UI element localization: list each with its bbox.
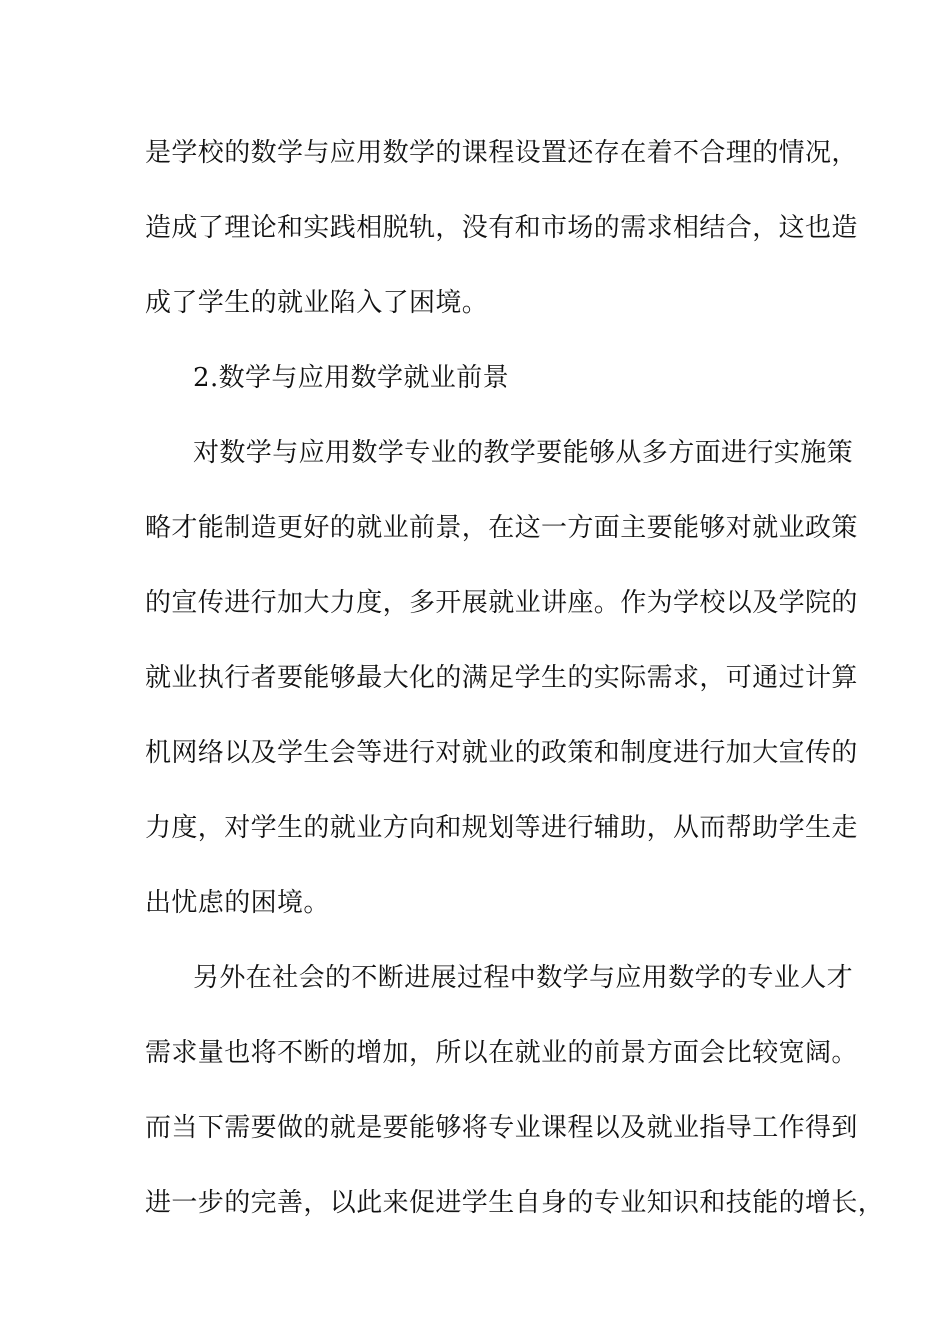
text-line: 对数学与应用数学专业的教学要能够从多方面进行实施策 xyxy=(193,438,854,468)
text-line: 是学校的数学与应用数学的课程设置还存在着不合理的情况， xyxy=(145,138,858,168)
text-line: 出忧虑的困境。 xyxy=(145,888,330,918)
text-line: 而当下需要做的就是要能够将专业课程以及就业指导工作得到 xyxy=(145,1113,858,1143)
text-line: 进一步的完善，以此来促进学生自身的专业知识和技能的增长， xyxy=(145,1188,885,1218)
text-line: 另外在社会的不断进展过程中数学与应用数学的专业人才 xyxy=(193,963,854,993)
text-line: 造成了理论和实践相脱轨，没有和市场的需求相结合，这也造 xyxy=(145,213,858,243)
section-heading: 2.数学与应用数学就业前景 xyxy=(193,363,510,393)
text-line: 成了学生的就业陷入了困境。 xyxy=(145,288,489,318)
text-line: 力度，对学生的就业方向和规划等进行辅助，从而帮助学生走 xyxy=(145,813,858,843)
text-line: 的宣传进行加大力度，多开展就业讲座。作为学校以及学院的 xyxy=(145,588,858,618)
text-line: 需求量也将不断的增加，所以在就业的前景方面会比较宽阔。 xyxy=(145,1038,858,1068)
text-line: 就业执行者要能够最大化的满足学生的实际需求，可通过计算 xyxy=(145,663,858,693)
text-line: 略才能制造更好的就业前景，在这一方面主要能够对就业政策 xyxy=(145,513,858,543)
text-line: 机网络以及学生会等进行对就业的政策和制度进行加大宣传的 xyxy=(145,738,858,768)
